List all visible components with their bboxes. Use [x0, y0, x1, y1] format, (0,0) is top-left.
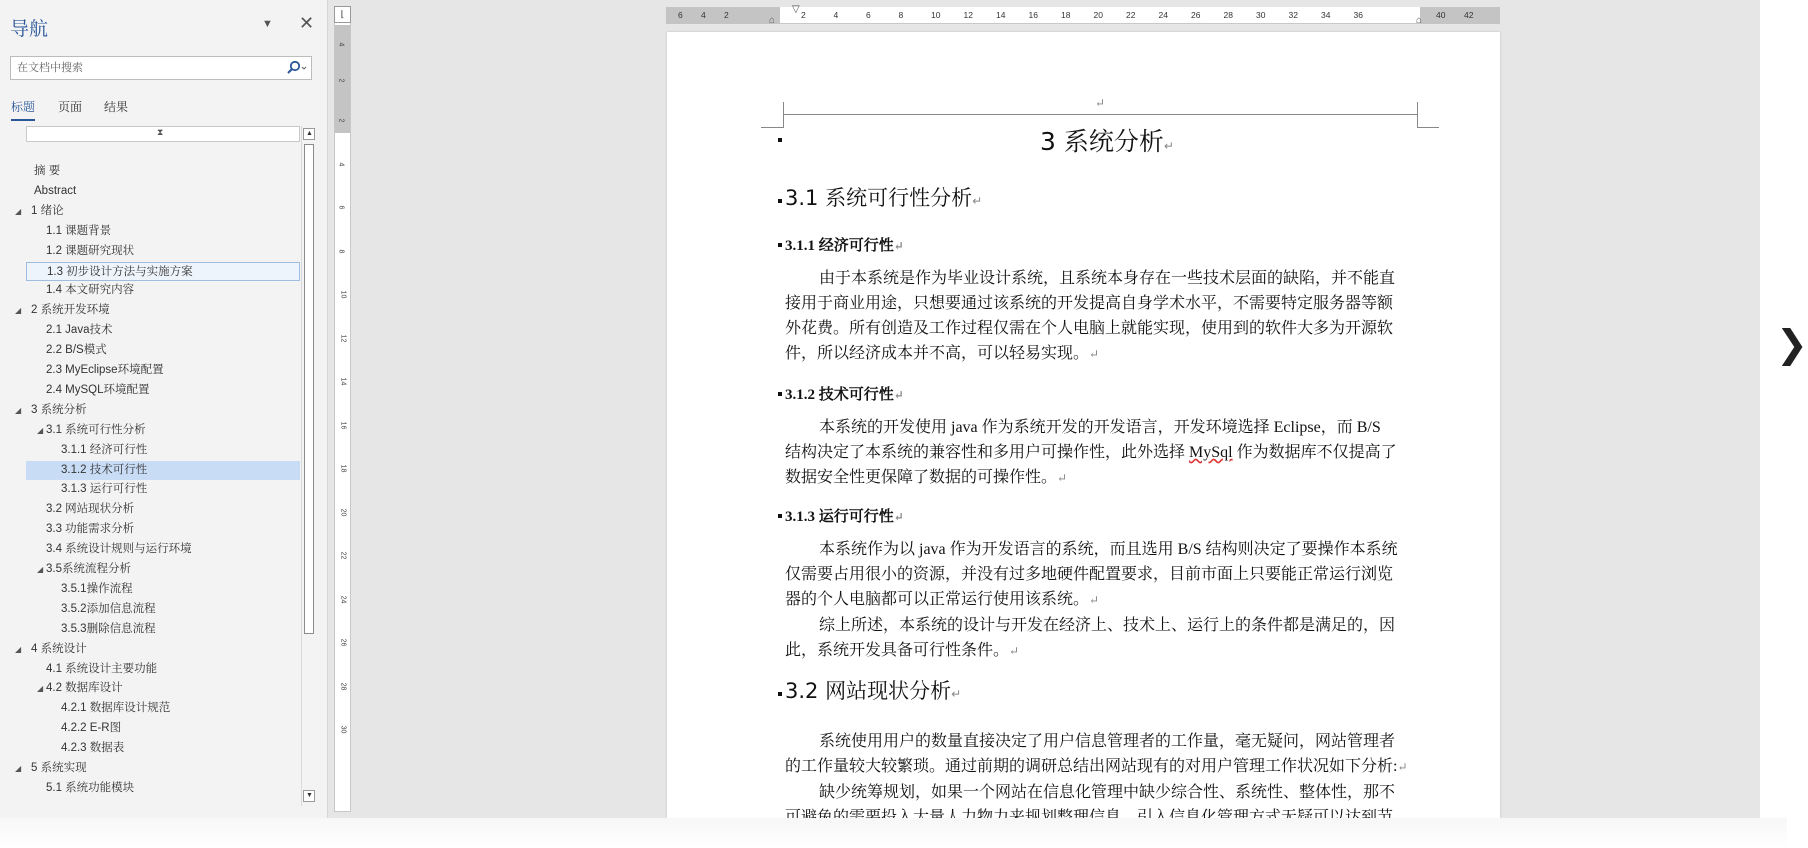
ruler-tick-label: 6: [678, 10, 683, 20]
collapse-triangle-icon[interactable]: ◢: [37, 565, 44, 574]
arrow-up-icon: ▲: [306, 130, 313, 137]
ruler-tick-label: 18: [1061, 10, 1071, 20]
nav-heading-item[interactable]: [0, 401, 300, 420]
nav-heading-item[interactable]: [26, 421, 300, 440]
ruler-tick-label: 32: [1288, 10, 1298, 20]
nav-heading-label: 2.1 Java技术: [46, 324, 113, 337]
ruler-tick-label: 26: [339, 638, 347, 647]
ruler-tick-label: 12: [339, 334, 347, 342]
body-paragraph: [785, 415, 1397, 491]
nav-heading-item[interactable]: [26, 620, 300, 639]
collapse-all-icon: ⧗: [157, 127, 164, 137]
text-line: 件，所以经济成本并不高，可以轻易实现。↵: [785, 345, 1100, 362]
nav-heading-item[interactable]: [26, 660, 300, 679]
nav-heading-item[interactable]: [26, 540, 300, 559]
heading-bullet: [778, 138, 782, 142]
subsection-heading: 3.1.2 技术可行性↵: [785, 387, 904, 403]
nav-heading-label: 3.4 系统设计规则与运行环境: [46, 543, 192, 556]
subsection-heading: 3.1.3 运行可行性↵: [785, 509, 904, 525]
ruler-right-margin: [1420, 7, 1500, 24]
nav-heading-label: 2.2 B/S模式: [46, 344, 107, 357]
ruler-tick-label: 30: [339, 725, 347, 734]
nav-heading-label: 1.3 初步设计方法与实施方案: [47, 265, 193, 278]
ruler-tick-label: 4: [701, 10, 706, 20]
nav-heading-item[interactable]: [26, 242, 300, 261]
ruler-tick-label: 10: [931, 10, 941, 20]
text-line: 数据安全性更保障了数据的可操作性。↵: [785, 469, 1068, 486]
nav-heading-item[interactable]: [26, 699, 300, 718]
nav-heading-label: 1 绪论: [31, 204, 64, 217]
heading-bullet: [778, 692, 782, 696]
text-line: 综上所述，本系统的设计与开发在经济上、技术上、运行上的条件都是满足的，因: [819, 617, 1396, 634]
nav-heading-item[interactable]: [26, 222, 300, 241]
text-line: 缺少统筹规划，如果一个网站在信息化管理中缺少综合性、系统性、整体性，那不: [819, 784, 1396, 801]
text-line: 接用于商业用途，只想要通过该系统的开发提高自身学术水平，不需要特定服务器等额: [785, 295, 1394, 312]
ruler-tick-label: 16: [1028, 10, 1038, 20]
ruler-tick-label: 4: [337, 162, 345, 166]
nav-heading-label: 1.2 课题研究现状: [46, 244, 135, 257]
text-line: 由于本系统是作为毕业设计系统，且系统本身存在一些技术层面的缺陷，并不能直: [819, 270, 1396, 287]
nav-heading-item[interactable]: [26, 461, 300, 480]
collapse-triangle-icon[interactable]: ◢: [15, 405, 22, 415]
ruler-tick-label: 42: [1464, 10, 1474, 20]
collapse-all-button[interactable]: [26, 126, 300, 142]
header-border-line: [783, 114, 1417, 115]
text-line: 此，系统开发具备可行性条件。↵: [785, 642, 1020, 659]
nav-scrollbar[interactable]: [301, 126, 316, 806]
chapter-title: 3 系统分析↵: [1040, 127, 1174, 156]
nav-heading-label: 2 系统开发环境: [31, 304, 110, 317]
ruler-tick-label: 34: [1321, 10, 1331, 20]
ruler-tick-label: 26: [1191, 10, 1201, 20]
crop-mark: [1417, 127, 1439, 128]
collapse-triangle-icon[interactable]: ◢: [15, 764, 22, 773]
nav-heading-item[interactable]: [0, 182, 300, 201]
scroll-down-button[interactable]: [303, 790, 315, 802]
nav-search-box: [10, 56, 312, 80]
heading-bullet: [778, 199, 782, 203]
section-heading: 3.2 网站现状分析↵: [785, 679, 962, 703]
document-page[interactable]: [667, 32, 1500, 818]
nav-heading-item[interactable]: [0, 759, 300, 778]
nav-heading-label: 4.2.1 数据库设计规范: [61, 702, 171, 715]
nav-heading-label: 4.2.3 数据表: [61, 742, 125, 755]
ruler-tick-label: 6: [866, 10, 871, 20]
nav-heading-label: Abstract: [34, 184, 77, 197]
nav-heading-item[interactable]: [26, 441, 300, 460]
collapse-triangle-icon[interactable]: ◢: [37, 425, 44, 435]
ruler-tick-label: 22: [1126, 10, 1136, 20]
ruler-tick-label: 12: [963, 10, 973, 20]
right-indent-marker[interactable]: ⌂: [1416, 15, 1423, 26]
nav-heading-item[interactable]: [26, 600, 300, 619]
first-line-indent-marker[interactable]: ▽: [792, 4, 800, 15]
nav-heading-label: 摘 要: [34, 165, 61, 177]
nav-heading-label: 3.1.1 经济可行性: [61, 443, 148, 456]
crop-mark: [761, 127, 783, 128]
nav-heading-label: 3 系统分析: [31, 403, 87, 416]
nav-heading-label: 3.1 系统可行性分析: [46, 423, 146, 436]
ruler-tick-label: 14: [339, 377, 347, 386]
nav-heading-item[interactable]: [0, 162, 300, 181]
collapse-triangle-icon[interactable]: ◢: [15, 206, 22, 216]
ruler-tick-label: 10: [339, 290, 347, 299]
heading-bullet: [778, 243, 782, 247]
bottom-strip: [0, 818, 1787, 848]
nav-heading-label: 4.2 数据库设计: [46, 682, 123, 695]
ruler-tick-label: 8: [337, 249, 345, 253]
body-paragraph: [785, 266, 1395, 367]
crop-mark: [783, 102, 784, 128]
nav-heading-label: 3.5系统流程分析: [46, 563, 131, 575]
left-indent-marker[interactable]: ⌂: [769, 15, 776, 26]
body-paragraph: [785, 537, 1398, 664]
nav-heading-item[interactable]: [0, 640, 300, 659]
text-line: 器的个人电脑都可以正常运行使用该系统。↵: [785, 591, 1100, 608]
ruler-tick-label: 20: [1093, 10, 1103, 20]
text-line: 系统使用用户的数量直接决定了用户信息管理者的工作量，毫无疑问，网站管理者: [819, 733, 1396, 750]
nav-heading-label: 4.1 系统设计主要功能: [46, 662, 158, 675]
navigation-pane: [0, 0, 328, 818]
ruler-tick-label: 2: [724, 10, 729, 20]
nav-heading-label: 3.1.3 运行可行性: [61, 483, 148, 496]
nav-heading-label: 3.1.2 技术可行性: [61, 463, 148, 476]
ruler-tick-label: 22: [339, 551, 347, 560]
heading-bullet: [778, 514, 782, 518]
text-line: 仅需要占用很小的资源，并没有过多地硬件配置要求，目前市面上只要能正常运行浏览: [785, 566, 1394, 583]
ruler-tick-label: 2: [801, 10, 806, 20]
nav-heading-label: 3.5.2添加信息流程: [61, 602, 156, 615]
ruler-tick-label: 8: [898, 10, 904, 20]
nav-heading-item[interactable]: [26, 719, 300, 738]
tab-results[interactable]: 结果: [104, 100, 129, 114]
ruler-tick-label: 40: [1436, 10, 1446, 20]
ruler-tick-label: 4: [337, 42, 345, 47]
collapse-triangle-icon[interactable]: ◢: [37, 684, 44, 694]
nav-heading-label: 3.5.1操作流程: [61, 582, 133, 595]
nav-heading-label: 3.5.3删除信息流程: [61, 622, 156, 635]
heading-tree: [0, 126, 300, 806]
ruler-tick-label: 28: [1223, 10, 1233, 20]
nav-title: 导航: [10, 19, 49, 40]
tab-headings[interactable]: 标题: [11, 98, 35, 121]
collapse-triangle-icon[interactable]: ◢: [15, 306, 22, 316]
nav-heading-label: 3.3 功能需求分析: [46, 523, 135, 536]
nav-heading-item[interactable]: [0, 301, 300, 320]
collapse-triangle-icon[interactable]: ◢: [15, 644, 22, 654]
heading-bullet: [778, 392, 782, 396]
nav-heading-label: 3.2 网站现状分析: [46, 503, 135, 516]
ruler-tick-label: 36: [1353, 10, 1363, 20]
nav-heading-label: 4.2.2 E-R图: [61, 722, 122, 735]
nav-scroll-thumb[interactable]: [304, 144, 314, 634]
body-paragraph: [785, 729, 1408, 830]
nav-heading-label: 2.4 MySQL环境配置: [46, 383, 150, 396]
text-line: 的工作量较大较繁琐。通过前期的调研总结出网站现有的对用户管理工作状况如下分析:↵: [785, 758, 1408, 775]
ruler-left-margin: [666, 7, 780, 24]
nav-heading-item[interactable]: [26, 341, 300, 360]
nav-heading-item[interactable]: [26, 321, 300, 340]
tab-pages[interactable]: 页面: [58, 100, 83, 114]
ruler-tick-label: 30: [1256, 10, 1266, 20]
nav-heading-label: 2.3 MyEclipse环境配置: [46, 364, 164, 376]
nav-heading-item[interactable]: [0, 202, 300, 221]
section-heading: 3.1 系统可行性分析↵: [785, 186, 983, 210]
subsection-heading: 3.1.1 经济可行性↵: [785, 238, 904, 254]
nav-heading-item[interactable]: [26, 381, 300, 400]
ruler-tick-label: 28: [339, 682, 347, 690]
nav-heading-item[interactable]: [26, 480, 300, 499]
nav-heading-label: 5 系统实现: [31, 762, 87, 774]
crop-mark: [1417, 102, 1418, 128]
ruler-tick-label: 2: [337, 118, 345, 123]
text-line: 本系统的开发使用 java 作为系统开发的开发语言，开发环境选择 Eclipse，而 B/S: [819, 419, 1381, 436]
nav-close-icon[interactable]: ✕: [299, 13, 315, 33]
nav-heading-item[interactable]: [26, 739, 300, 758]
nav-heading-label: 4 系统设计: [31, 642, 87, 655]
vertical-ruler[interactable]: [334, 6, 351, 812]
ruler-tick-label: 2: [337, 78, 345, 83]
nav-heading-label: 5.1 系统功能模块: [46, 781, 135, 794]
nav-heading-item[interactable]: [26, 560, 300, 579]
nav-heading-label: 1.1 课题背景: [46, 224, 112, 237]
ruler-tick-label: 4: [833, 10, 839, 20]
nav-heading-item[interactable]: [26, 500, 300, 519]
ruler-tick-label: 18: [339, 464, 347, 473]
ruler-tick-label: 24: [339, 595, 347, 603]
tab-selector-button[interactable]: ⌊: [334, 6, 351, 23]
nav-heading-item[interactable]: [26, 580, 300, 599]
nav-search-input[interactable]: [11, 57, 281, 79]
ruler-tick-label: 6: [337, 205, 345, 210]
ruler-tick-label: 14: [996, 10, 1006, 20]
ruler-tick-label: 16: [339, 421, 347, 429]
nav-heading-item[interactable]: [26, 262, 300, 281]
nav-heading-label: 1.4 本文研究内容: [46, 284, 135, 297]
nav-heading-item[interactable]: [26, 281, 300, 300]
nav-options-chevron-icon[interactable]: ▼: [262, 18, 273, 30]
nav-heading-item[interactable]: [26, 679, 300, 698]
chevron-right-icon[interactable]: ❯: [1776, 324, 1808, 366]
text-line: 本系统作为以 java 作为开发语言的系统，而且选用 B/S 结构则决定了要操作本系统: [819, 541, 1398, 558]
text-line: 结构决定了本系统的兼容性和多用户可操作性，此外选择 MySql 作为数据库不仅提高了: [785, 444, 1397, 461]
horizontal-ruler[interactable]: [666, 4, 1500, 26]
text-line: 外花费。所有创造及工作过程仅需在个人电脑上就能实现，使用到的软件大多为开源软: [785, 320, 1394, 337]
scroll-up-button[interactable]: [303, 128, 315, 140]
header-paragraph-mark: ↵: [1095, 96, 1106, 110]
ruler-tick-label: 24: [1158, 10, 1168, 20]
nav-heading-item[interactable]: [26, 361, 300, 380]
nav-heading-item[interactable]: [26, 520, 300, 539]
nav-heading-item[interactable]: [26, 779, 300, 798]
arrow-down-icon: ▼: [306, 792, 313, 799]
ruler-tick-label: 20: [339, 508, 347, 516]
search-icon[interactable]: [283, 58, 309, 78]
